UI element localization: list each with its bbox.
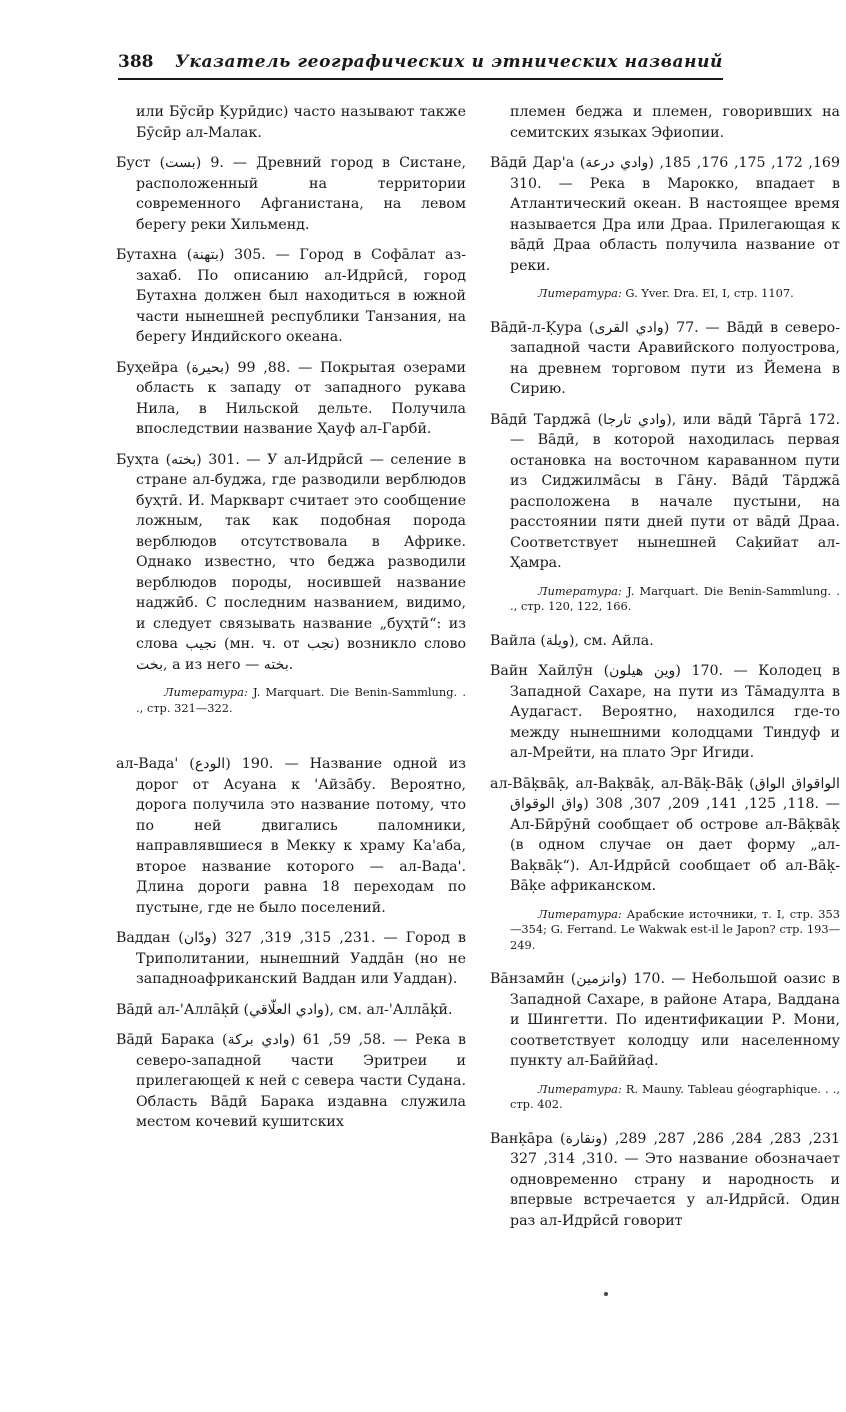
index-entry: Буҳейра (بحيرة) 88, 99. — Покрытая озерами область к западу от западного рукава Нила, в Нильской дельте. Получила впоследствии название Ҳауф ал-Гарбӣ. — [116, 359, 466, 437]
literature-note — [116, 685, 466, 716]
literature-text: G. Yver. Dra. EI, I, стр. 1107. — [621, 286, 794, 300]
right-column — [490, 102, 840, 1241]
entry-continuation: племен беджа и племен, говоривших на семитских языках Эфиопии. — [510, 104, 840, 141]
literature-text: R. Mauny. Tableau géographique. . ., стр. 402. — [510, 1081, 840, 1111]
page-header — [118, 46, 723, 80]
literature-label: Литература: — [164, 685, 248, 699]
literature-label: Литература: — [538, 286, 622, 300]
index-entry: Ванḳа̄ра (ونقارة) 231, 283, 284, 286, 287, 289, 310, 314, 327. — Это название обозначает одновременно страну и народность и впервые встречается у ал-Идрӣсӣ. Один раз ал-Идрӣсӣ говорит — [490, 1130, 841, 1229]
index-entry: Ва̄дӣ Тарджа̄ (وادي تارجا), или ва̄дӣ Та̄рга̄ 172. — Ва̄дӣ, в которой находилась первая остановка на восточном караванном пути из Сиджилма̄сы в Га̄ну. Ва̄дӣ Та̄рджа̄ расположена в начале пустыни, на расстоянии пяти дней пути от ва̄дӣ Драа. Соответствует нынешней Саḳийат ал-Ҳамра. — [490, 411, 840, 571]
index-entry: Ва̄дӣ Дар'а (وادي درعة) 169, 172, 175, 176, 185, 310. — Река в Марокко, впадает в Атлантический океан. В настоящее время называется Дра или Драа. Прилегающая к ва̄дӣ Драа область получила название от реки. — [490, 155, 840, 274]
stray-mark — [604, 1292, 608, 1296]
entry-continuation: или Бӯсӣр Ḳурӣдис) часто называют также Бӯсӣр ал-Малак. — [136, 104, 466, 141]
index-entry: ал-Ва̄ḳва̄ḳ, ал-Ваḳва̄ḳ, ал-Ва̄ḳ-Ва̄ḳ (الواقواق الواق واق الوقواق) 118, 125, 141, 209, 307, 308. — Ал-Бӣрӯнӣ сообщает об острове ал-Ва̄ḳва̄ḳ (в одном случае он дает форму „ал-Ваḳва̄ḳ“). Ал-Идрӣсӣ сообщает об ал-Ва̄ḳ-Ва̄ḳе африканском. — [490, 775, 841, 894]
index-entry: ал-Вада' (الودع) 190. — Название одной из дорог от Асуана к 'Айза̄бу. Вероятно, дорога получила это название потому, что по ней двигались паломники, направлявшиеся в Мекку к храму Ка'аба, второе название которого — ал-Вада'. Длина дороги равна 18 переходам по пустыне, где не было поселений. — [116, 756, 466, 916]
literature-label: Литература: — [538, 583, 622, 598]
literature-text: J. Marquart. Die Benin-Sammlung. . ., стр. 321—322. — [136, 685, 466, 715]
literature-label: Литература: — [538, 1081, 622, 1096]
page-number: 388 — [118, 52, 154, 72]
index-entry: Буҳта (بخته) 301. — У ал-Идрӣсӣ — селение в стране ал-буджа, где разводили верблюдов буҳтӣ. И. Маркварт считает это сообщение ложным, так как подобная порода верблюдов отсутствовала в Африке. Однако известно, что беджа разводили верблюдов породы, носившей название наджӣб. С последним названием, видимо, и следует связывать название „буҳтӣ“: из слова نجيب (мн. ч. от نجب) возникло слово بخت, а из него — بخته. — [116, 451, 467, 673]
index-entry: Вайла (ويلة), см. Айла. — [490, 632, 654, 649]
literature-label: Литература: — [538, 906, 622, 921]
index-entry: Ваддан (ودّان) 231, 315, 319, 327. — Город в Триполитании, нынешний Уадда̄н (но не западноафриканский Ваддан или Уаддан). — [116, 930, 467, 987]
literature-note — [490, 286, 840, 302]
literature-text: J. Marquart. Die Benin-Sammlung. . ., стр. 120, 122, 166. — [510, 583, 840, 613]
running-title: Указатель географических и этнических названий — [174, 52, 723, 72]
index-entry: Вайн Хайлӯн (وين هيلون) 170. — Колодец в Западной Сахаре, на пути из Та̄мадулта в Аудагаст. Вероятно, находился где-то между нынешними колодцами Тиндуф и ал-Мрейти, на плато Эрг Игиди. — [490, 663, 841, 761]
entry-gap — [116, 732, 466, 754]
literature-note — [490, 584, 840, 615]
literature-text: Арабские источники, т. I, стр. 353—354; G. Ferrand. Le Wakwak est-il le Japon? стр. 193—249. — [510, 906, 840, 952]
header-rule — [118, 78, 723, 80]
literature-note — [490, 1082, 840, 1113]
index-entry: Ва̄дӣ ал-'Алла̄ḳӣ (وادي العلّاقي), см. ал-'Алла̄ḳӣ. — [116, 1001, 453, 1018]
left-column — [116, 102, 466, 1143]
index-entry: Ва̄нзамӣн (وانزمين) 170. — Небольшой оазис в Западной Сахаре, в районе Атара, Ваддана и Шингетти. По идентификации Р. Мони, соответствует колодцу или населенному пункту ал-Байййаḍ. — [490, 971, 841, 1069]
index-entry: Ва̄дӣ-л-Ḳура (وادي القرى) 77. — Ва̄дӣ в северо-западной части Аравийского полуострова, на древнем торговом пути из Йемена в Сирию. — [490, 319, 841, 397]
index-entry: Ва̄дӣ Барака (وادي بركة) 58, 59, 61. — Река в северо-западной части Эритреи и прилегающей к ней с севера части Судана. Область Ва̄дӣ Барака издавна служила местом кочевий кушитских — [116, 1032, 467, 1130]
index-entry: Бутахна (بتهنة) 305. — Город в Софа̄лат аз-захаб. По описанию ал-Идрӣсӣ, город Бутахна должен был находиться в южной части нынешней республики Танзания, на берегу Индийского океана. — [116, 247, 466, 345]
index-entry: Буст (بست) 9. — Древний город в Систане, расположенный на территории современного Афганистана, на левом берегу реки Хильменд. — [116, 155, 466, 233]
literature-note — [490, 907, 840, 954]
